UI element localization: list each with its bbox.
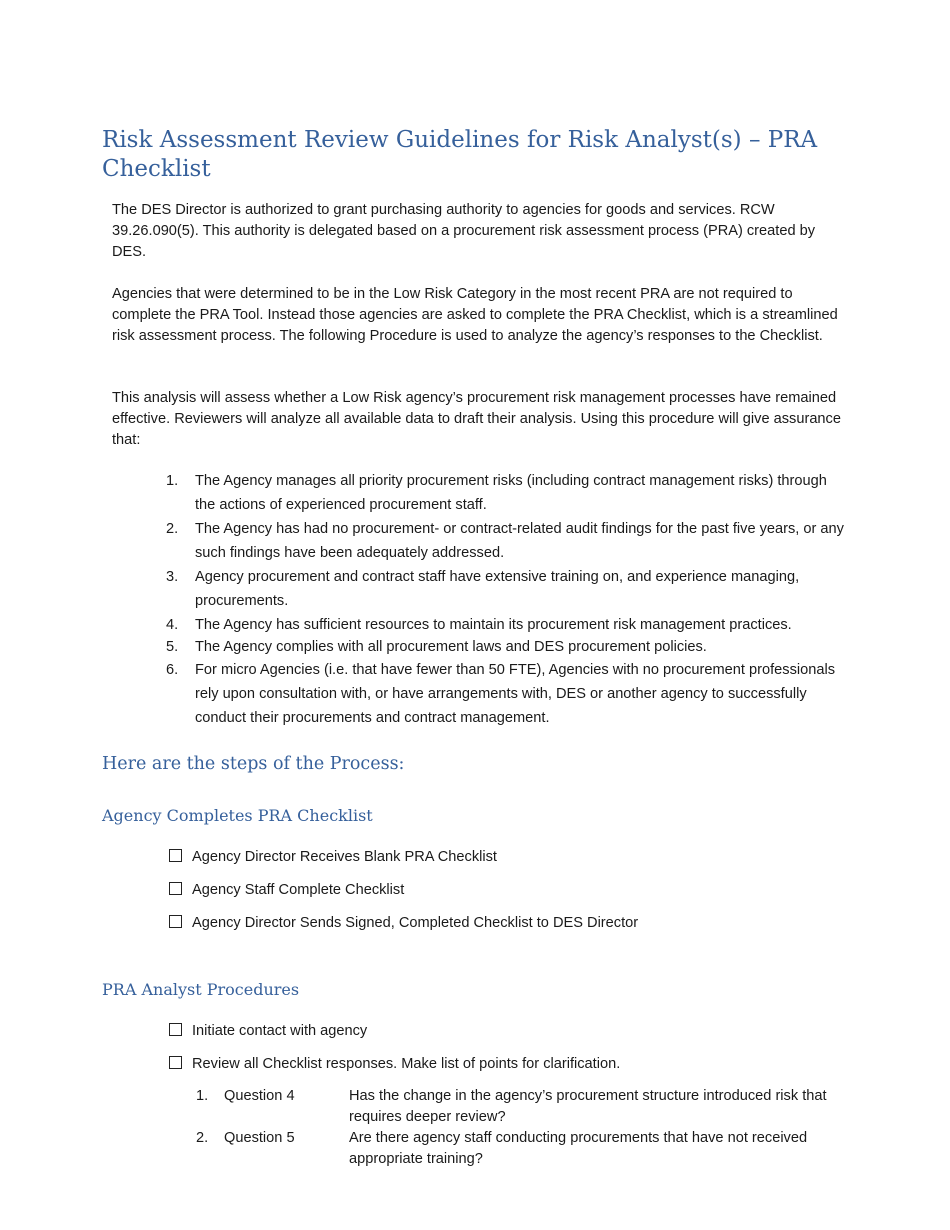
checklist-item-label: Agency Director Sends Signed, Completed Checklist to DES Director bbox=[192, 915, 639, 931]
list-item-text: The Agency complies with all procurement laws and DES procurement policies. bbox=[195, 639, 707, 655]
question-number: 1. bbox=[196, 1088, 209, 1104]
checkbox[interactable] bbox=[169, 915, 182, 928]
list-item-number: 6. bbox=[166, 662, 179, 678]
question-text: Has the change in the agency’s procurement structure introduced risk that requires deeper review? bbox=[349, 1088, 827, 1125]
list-item-number: 4. bbox=[166, 617, 179, 633]
list-item-text: Agency procurement and contract staff have extensive training on, and experience managing, procurements. bbox=[195, 569, 800, 609]
intro-paragraph-1: The DES Director is authorized to grant purchasing authority to agencies for goods and services. RCW 39.26.090(5). This authority is delegated based on a procurement risk assessment process (PRA) created by DES. bbox=[112, 202, 816, 260]
list-item-number: 3. bbox=[166, 569, 179, 585]
list-item-number: 5. bbox=[166, 639, 179, 655]
checklist-item bbox=[169, 913, 638, 933]
checklist-item-label: Review all Checklist responses. Make list of points for clarification. bbox=[192, 1056, 621, 1072]
list-item bbox=[166, 469, 846, 517]
checkbox[interactable] bbox=[169, 1023, 182, 1036]
question-text: Are there agency staff conducting procurements that have not received appropriate training? bbox=[349, 1130, 808, 1167]
checklist-item bbox=[169, 880, 404, 900]
list-item-number: 2. bbox=[166, 521, 179, 537]
question-label: Question 5 bbox=[224, 1130, 295, 1146]
analyst-section-heading: PRA Analyst Procedures bbox=[102, 980, 300, 999]
list-item bbox=[166, 565, 846, 613]
agency-section-heading: Agency Completes PRA Checklist bbox=[102, 806, 373, 825]
list-item bbox=[166, 658, 846, 730]
document-title: Risk Assessment Review Guidelines for Risk Analyst(s) – PRA Checklist bbox=[102, 127, 818, 182]
list-item-text: The Agency has had no procurement- or contract-related audit findings for the past five years, or any such findings have been adequately addressed. bbox=[195, 521, 844, 561]
list-item-text: For micro Agencies (i.e. that have fewer than 50 FTE), Agencies with no procurement professionals rely upon consultation with, or have arrangements with, DES or another agency to successfully conduct their procurements and contract management. bbox=[195, 662, 836, 726]
list-item-text: The Agency manages all priority procurement risks (including contract management risks) through the actions of experienced procurement staff. bbox=[195, 473, 827, 513]
intro-paragraph-3: This analysis will assess whether a Low Risk agency’s procurement risk management processes have remained effective. Reviewers will analyze all available data to draft their analysis. Using this procedure will give assurance that: bbox=[112, 390, 841, 448]
checklist-item bbox=[169, 1021, 367, 1041]
list-item bbox=[166, 614, 846, 636]
checklist-item-label: Agency Director Receives Blank PRA Checklist bbox=[192, 849, 497, 865]
question-label: Question 4 bbox=[224, 1088, 295, 1104]
list-item-text: The Agency has sufficient resources to maintain its procurement risk management practices. bbox=[195, 617, 792, 633]
assurance-list bbox=[166, 469, 846, 730]
checklist-item-label: Initiate contact with agency bbox=[192, 1023, 368, 1039]
checklist-item bbox=[169, 1054, 620, 1074]
checklist-item bbox=[169, 847, 497, 867]
checklist-item-label: Agency Staff Complete Checklist bbox=[192, 882, 405, 898]
list-item-number: 1. bbox=[166, 473, 179, 489]
list-item bbox=[166, 636, 846, 658]
question-number: 2. bbox=[196, 1130, 209, 1146]
list-item bbox=[166, 517, 846, 565]
checkbox[interactable] bbox=[169, 1056, 182, 1069]
steps-heading: Here are the steps of the Process: bbox=[102, 754, 405, 774]
intro-paragraph-2: Agencies that were determined to be in the Low Risk Category in the most recent PRA are not required to complete the PRA Tool. Instead those agencies are asked to complete the PRA Checklist, which is a streamlined risk assessment process. The following Procedure is used to analyze the agency’s responses to the Checklist. bbox=[112, 286, 838, 344]
checkbox[interactable] bbox=[169, 849, 182, 862]
checkbox[interactable] bbox=[169, 882, 182, 895]
